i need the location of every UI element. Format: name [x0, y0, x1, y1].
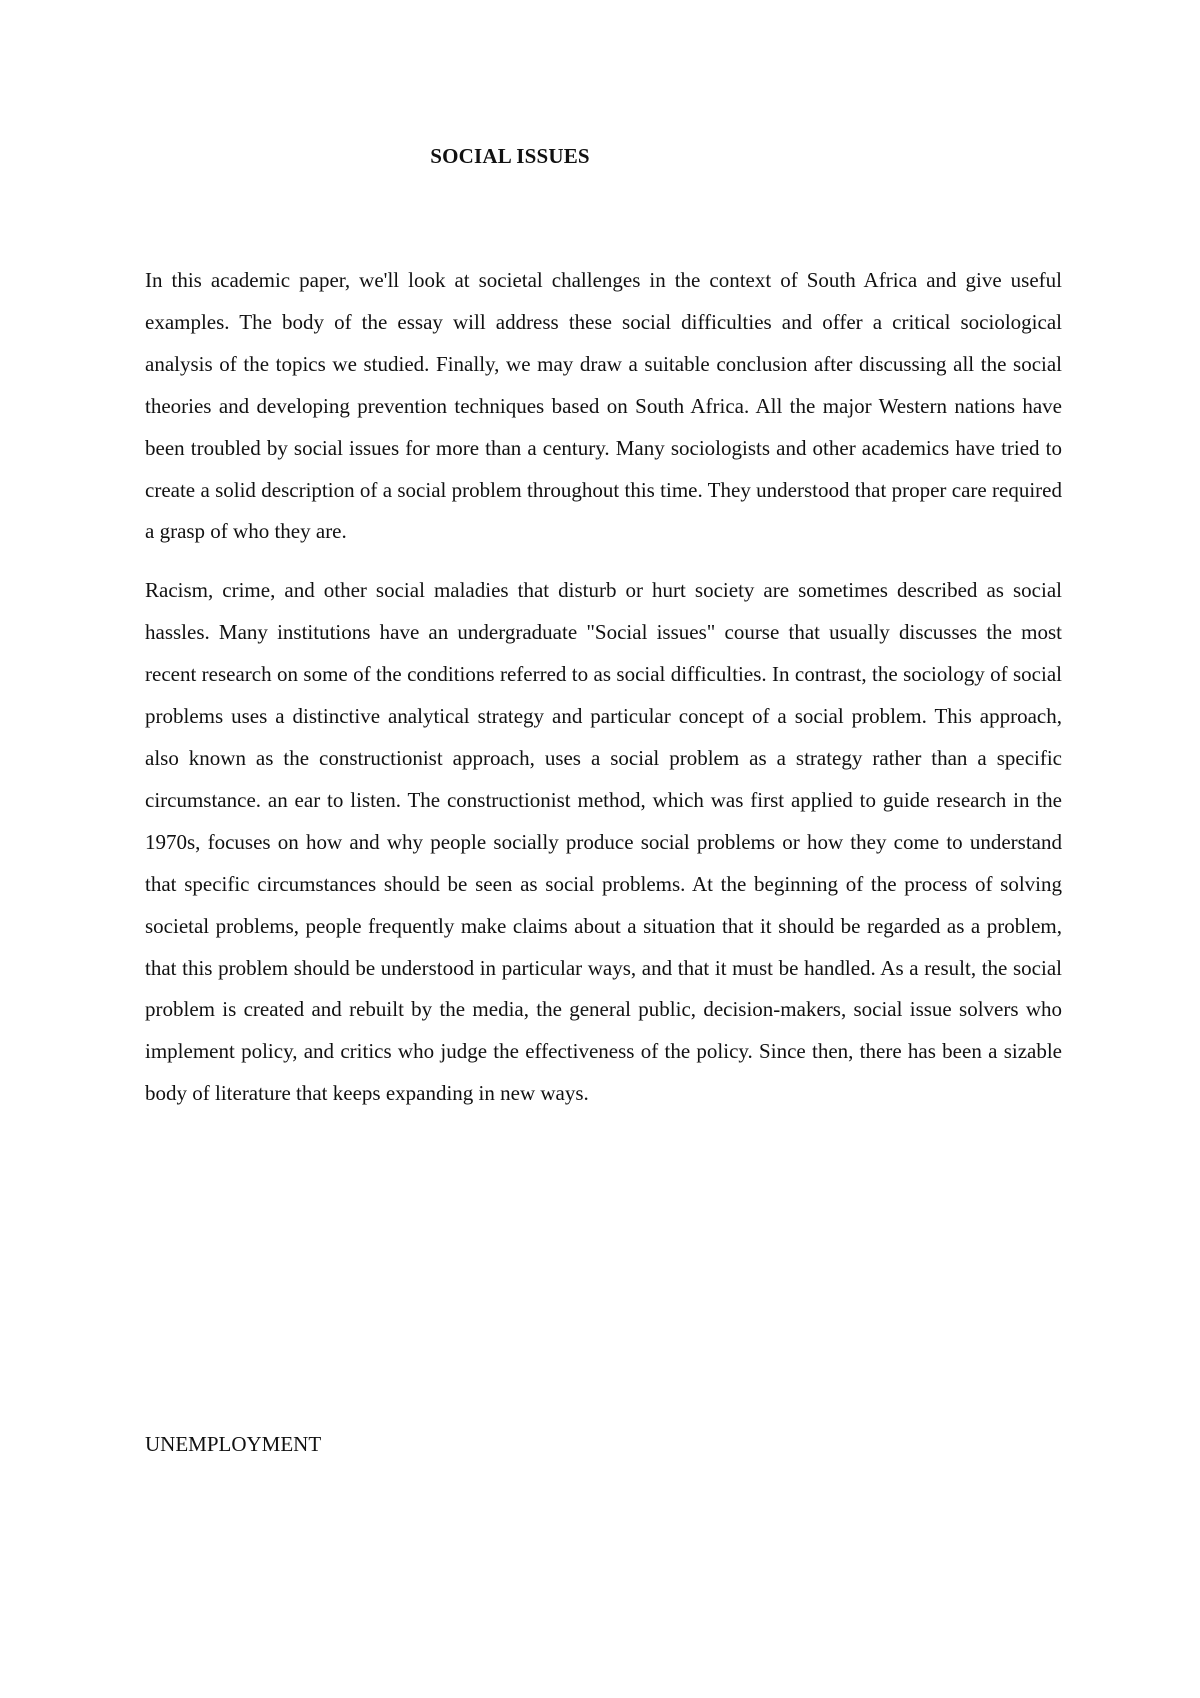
document-body: [145, 260, 1062, 1132]
section-heading-unemployment: UNEMPLOYMENT: [145, 1432, 322, 1456]
paragraph-social-problems: Racism, crime, and other social maladies that disturb or hurt society are sometimes described as social hassles. Many institutions have an undergraduate "Social issues" course that usually discusses the most recent research on some of the conditions referred to as social difficulties. In contrast, the sociology of social problems uses a distinctive analytical strategy and particular concept of a social problem. This approach, also known as the constructionist approach, uses a social problem as a strategy rather than a specific circumstance. an ear to listen. The constructionist method, which was first applied to guide research in the 1970s, focuses on how and why people socially produce social problems or how they come to understand that specific circumstances should be seen as social problems. At the beginning of the process of solving societal problems, people frequently make claims about a situation that it should be regarded as a problem, that this problem should be understood in particular ways, and that it must be handled. As a result, the social problem is created and rebuilt by the media, the general public, decision-makers, social issue solvers who implement policy, and critics who judge the effectiveness of the policy. Since then, there has been a sizable body of literature that keeps expanding in new ways.: [145, 578, 1062, 1106]
page-title: SOCIAL ISSUES: [430, 144, 590, 168]
paragraph-intro: In this academic paper, we'll look at societal challenges in the context of South Africa and give useful examples. The body of the essay will address these social difficulties and offer a critical sociological analysis of the topics we studied. Finally, we may draw a suitable conclusion after discussing all the social theories and developing prevention techniques based on South Africa. All the major Western nations have been troubled by social issues for more than a century. Many sociologists and other academics have tried to create a solid description of a social problem throughout this time. They understood that proper care required a grasp of who they are.: [145, 268, 1062, 544]
